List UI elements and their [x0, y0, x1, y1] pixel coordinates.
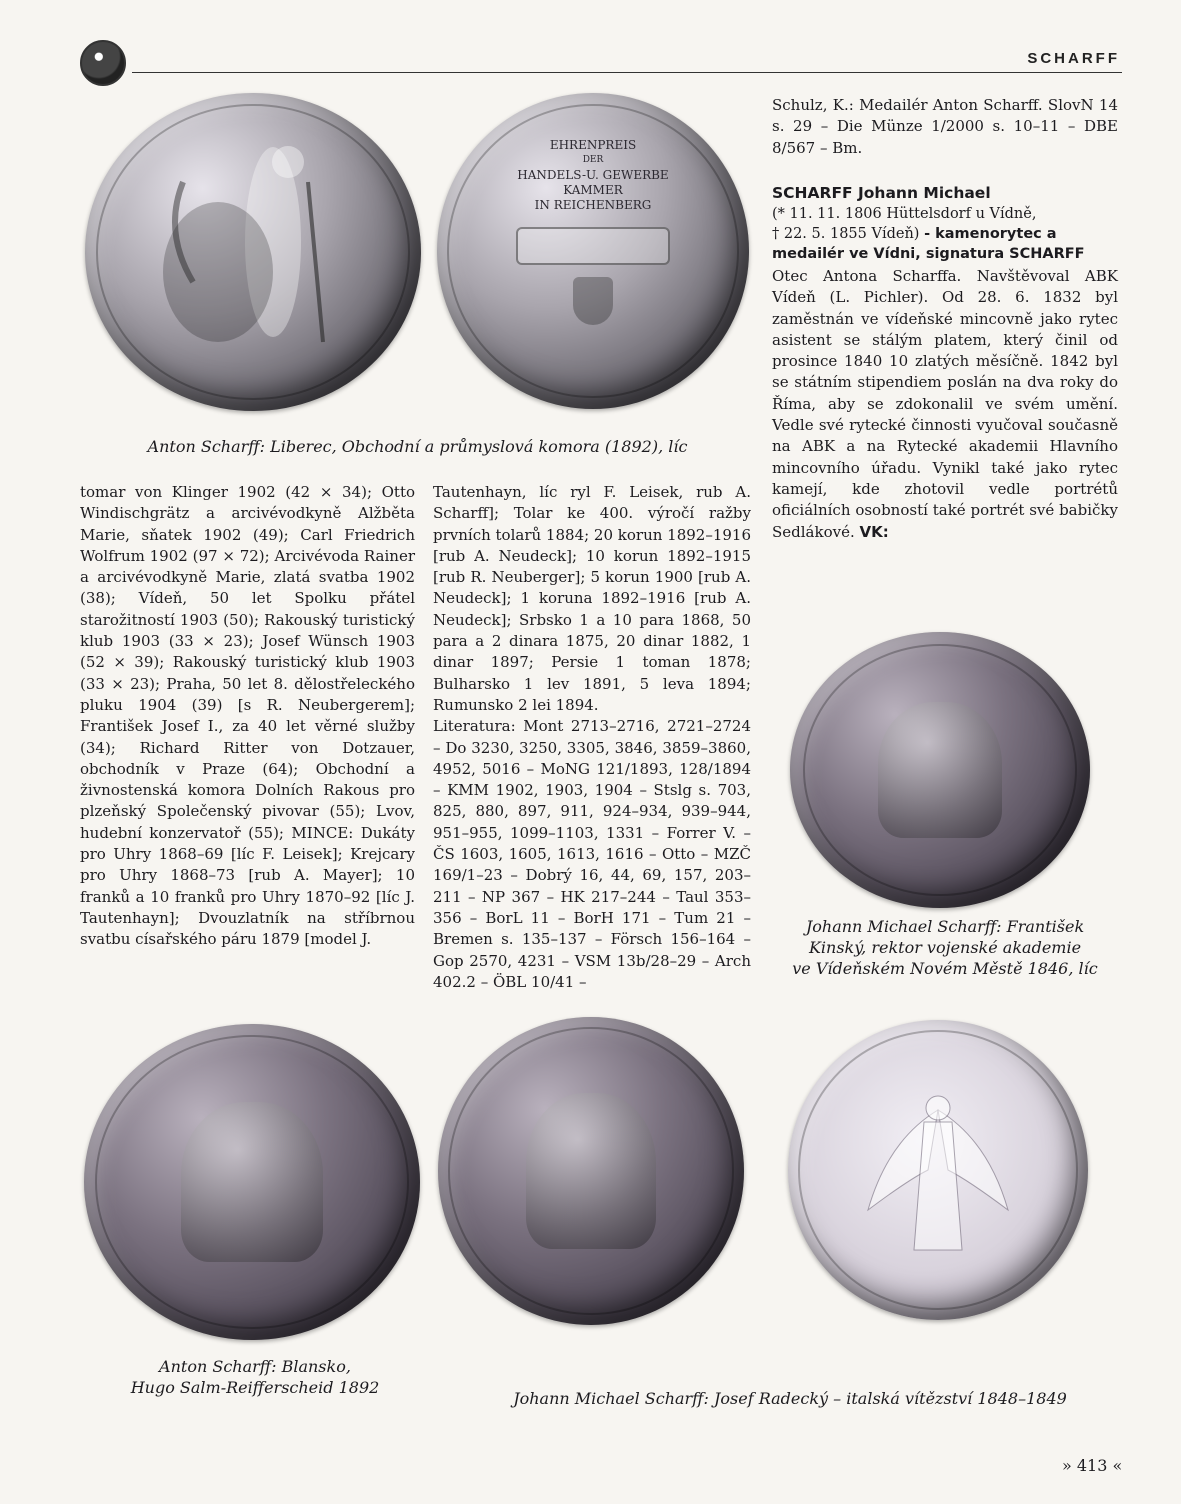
middle-column-text: Tautenhayn, líc ryl F. Leisek, rub A. Scharff]; Tolar ke 400. výročí ražby prvních tolarů 1884; 20 korun 1892–1916 [rub A. Neudeck]; 10 korun 1892–1915 [rub R. Neuberger]; 5 korun 1900 [rub A. Neudeck]; 1 koruna 1892–1916 [rub A. Neudeck]; Srbsko 1 a 10 para 1868, 50 para a 2 dinara 1875, 20 dinar 1882, 1 dinar 1897; Persie 1 toman 1878; Bulharsko 1 lev 1891, 5 leva 1894; Rumunsko 2 lei 1894. — [433, 483, 752, 714]
caption-kinsky-line1: Johann Michael Scharff: František — [805, 917, 1085, 936]
caption-liberec: Anton Scharff: Liberec, Obchodní a průmyslová komora (1892), líc — [147, 437, 688, 456]
allegorical-figures-icon — [123, 122, 383, 382]
caption-kinsky — [772, 916, 1118, 979]
publisher-logo-icon — [80, 40, 126, 86]
blansko-medal — [84, 1024, 420, 1340]
kinsky-medal — [790, 632, 1090, 908]
left-text-column — [80, 482, 415, 951]
portrait-bust-icon — [878, 702, 1002, 839]
entry-role-block — [772, 224, 1118, 264]
italy-victory-medal — [788, 1020, 1088, 1320]
reverse-line: KAMMER — [563, 182, 623, 197]
right-column-bibliography — [772, 95, 1118, 159]
entry-body-block — [772, 266, 1118, 543]
entry-dates-line1: (* 11. 11. 1806 Hüttelsdorf u Vídně, — [772, 206, 1037, 222]
running-title: SCHARFF — [1027, 50, 1120, 67]
page-number: » 413 « — [1062, 1456, 1123, 1475]
caption-kinsky-line3: ve Vídeňském Novém Městě 1846, líc — [792, 959, 1098, 978]
entry-body: Otec Antona Scharffa. Navštěvoval ABK Vídeň (L. Pichler). Od 28. 6. 1832 byl zaměstnán ve vídeňské mincovně jako rytec asistent se stálým platem, který činil od prosince 1840 10 zlatých měsíčně. 1842 byl se státním stipendiem poslán na dva roky do Říma, aby se zdokonalil ve svém umění. Vedle své rytecké činnosti vyučoval současně na ABK a na Rytecké akademii Hlavního mincovního úřadu. Vynikl také jako rytec kamejí, kde zhotovil vedle portrétů oficiálních osobností také portrét své babičky Sedlákové. — [772, 267, 1118, 541]
entry-scharff-johann-michael — [772, 183, 1118, 543]
bibliography-end: Schulz, K.: Medailér Anton Scharff. SlovN 14 s. 29 – Die Münze 1/2000 s. 10–11 – DBE 8/567 – Bm. — [772, 96, 1118, 157]
coat-of-arms-icon — [573, 277, 613, 325]
reverse-line: EHRENPREIS — [549, 137, 637, 152]
reverse-line: HANDELS-U. GEWERBE — [517, 167, 669, 182]
radecky-medal — [438, 1017, 744, 1325]
middle-text-column — [433, 482, 751, 993]
entry-author: VK: — [859, 522, 889, 541]
caption-kinsky-line2: Kinský, rektor vojenské akademie — [808, 938, 1082, 957]
liberec-medal-obverse — [85, 93, 421, 411]
angel-icon — [828, 1060, 1048, 1280]
entry-dates-line2: † 22. 5. 1855 Vídeň) — [772, 226, 920, 242]
portrait-bust-icon — [181, 1102, 323, 1262]
caption-blansko-line1: Anton Scharff: Blansko, — [159, 1357, 351, 1376]
literature-list: Literatura: Mont 2713–2716, 2721–2724 – Do 3230, 3250, 3305, 3846, 3859–3860, 4952, 5016 – MoNG 121/1893, 128/1894 – KMM 1902, 1903, 1904 – Stslg s. 703, 825, 880, 897, 911, 924–934, 939–944, 951–955, 1099–1103, 1331 – Forrer V. – ČS 1603, 1605, 1613, 1616 – Otto – MZČ 169/1–23 – Dobrý 16, 44, 69, 157, 203–211 – NP 367 – HK 217–244 – Taul 353–356 – BorL 11 – BorH 171 – Tum 21 – Bremen s. 135–137 – Försch 156–164 – Gop 2570, 4231 – VSM 13b/28–29 – Arch 402.2 – ÖBL 10/41 – — [433, 717, 751, 991]
header-rule — [132, 72, 1122, 73]
caption-blansko-line2: Hugo Salm-Reifferscheid 1892 — [130, 1378, 380, 1397]
entry-title: SCHARFF Johann Michael — [772, 184, 991, 202]
portrait-bust-icon — [526, 1093, 655, 1249]
left-column-text: tomar von Klinger 1902 (42 × 34); Otto Windischgrätz a arcivévodkyně Alžběta Marie, sňatek 1902 (49); Carl Friedrich Wolfrum 1902 (97 × 72); Arcivévoda Rainer a arcivévodkyně Marie, zlatá svatba 1902 (38); Vídeň, 50 let Spolku přátel starožitností 1903 (50); Rakouský turistický klub 1903 (33 × 23); Josef Wünsch 1903 (52 × 39); Rakouský turistický klub 1903 (33 × 23); Praha, 50 let 8. dělostřeleckého pluku 1904 (39) [s R. Neubergerem]; František Josef I., za 40 let věrné služby (34); Richard Ritter von Dotzauer, obchodník v Praze (64); Obchodní a živnostenská komora Dolních Rakous pro plzeňský Společenský pivovar (55); Lvov, hudební konzervatoř (55); MINCE: Dukáty pro Uhry 1868–69 [líc F. Leisek]; Krejcary pro Uhry 1868–73 [rub A. Mayer]; 10 franků a 10 franků pro Uhry 1870–92 [líc J. Tautenhayn]; Dvouzlatník na stříbrnou svatbu císařského páru 1879 [model J. — [80, 483, 415, 949]
caption-blansko — [80, 1356, 430, 1398]
reverse-line: DER — [582, 154, 604, 165]
inscription-cartouche — [516, 227, 670, 265]
liberec-medal-reverse — [437, 93, 749, 409]
caption-radecky: Johann Michael Scharff: Josef Radecký – italská vítězství 1848–1849 — [513, 1389, 1067, 1408]
entry-role: - kamenorytec a medailér ve Vídni, signatura SCHARFF — [772, 226, 1085, 262]
reverse-line: IN REICHENBERG — [534, 197, 652, 212]
